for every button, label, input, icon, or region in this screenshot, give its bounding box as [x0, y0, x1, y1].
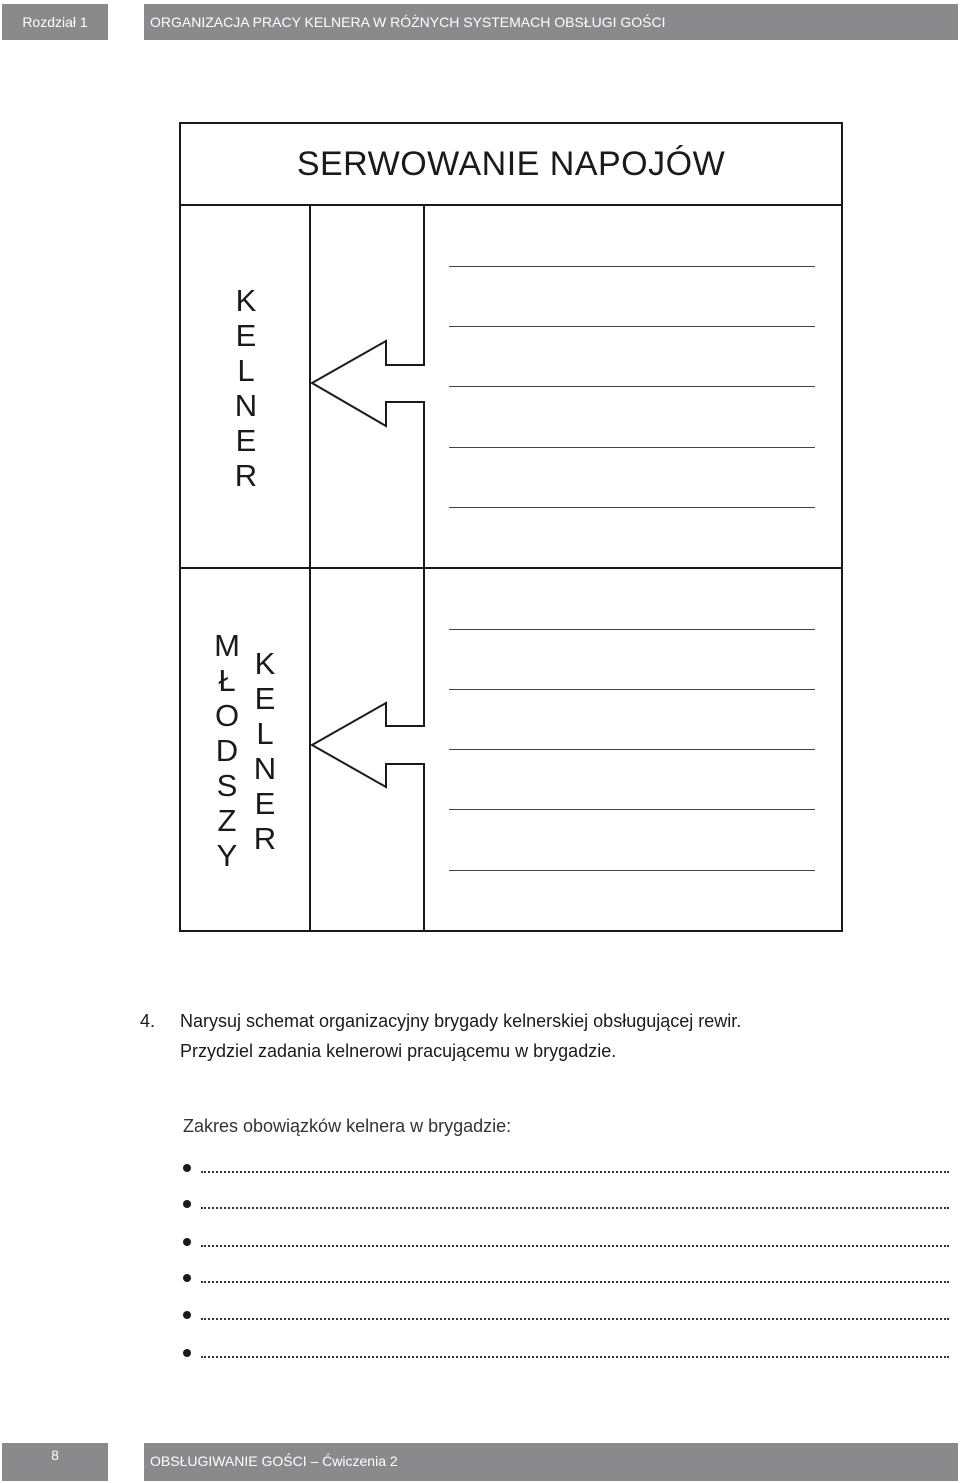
dotted-answer-line[interactable]	[201, 1245, 949, 1247]
letter: L	[237, 353, 255, 388]
letter: Ł	[218, 663, 236, 698]
duty-answer-row[interactable]	[183, 1234, 949, 1254]
role-kelner-junior-label	[245, 646, 285, 856]
dotted-answer-line[interactable]	[201, 1356, 949, 1358]
bullet-icon	[183, 1311, 191, 1319]
bullet-icon	[183, 1274, 191, 1282]
task-number: 4.	[140, 1011, 156, 1031]
letter: Z	[217, 803, 237, 838]
letter: O	[214, 698, 240, 733]
chapter-label: Rozdział 1	[2, 4, 108, 40]
duty-answer-row[interactable]	[183, 1160, 949, 1180]
letter: E	[254, 681, 276, 716]
letter: N	[234, 388, 258, 423]
answer-line[interactable]	[449, 870, 815, 871]
answer-line[interactable]	[449, 266, 815, 267]
answer-line[interactable]	[449, 326, 815, 327]
letter: M	[214, 628, 240, 663]
answer-line[interactable]	[449, 689, 815, 690]
letter: R	[234, 458, 258, 493]
task-line-2: Przydziel zadania kelnerowi pracującemu w brygadzie.	[180, 1041, 617, 1061]
answer-line[interactable]	[449, 507, 815, 508]
role-mlodszy-label	[207, 628, 247, 873]
book-title: OBSŁUGIWANIE GOŚCI – Ćwiczenia 2	[144, 1443, 958, 1481]
role-kelner-label	[226, 283, 266, 493]
dotted-answer-line[interactable]	[201, 1281, 949, 1283]
chapter-title: ORGANIZACJA PRACY KELNERA W RÓŻNYCH SYSTEMACH OBSŁUGI GOŚCI	[144, 4, 958, 40]
bullet-icon	[183, 1238, 191, 1246]
answer-line[interactable]	[449, 629, 815, 630]
letter: Y	[216, 838, 238, 873]
letter: N	[253, 751, 277, 786]
letter: D	[215, 733, 239, 768]
answer-line[interactable]	[449, 447, 815, 448]
task-instructions	[180, 1006, 940, 1066]
duties-heading: Zakres obowiązków kelnera w brygadzie:	[183, 1116, 512, 1136]
task-line-1: Narysuj schemat organizacyjny brygady kelnerskiej obsługującej rewir.	[180, 1011, 742, 1031]
letter: E	[235, 318, 257, 353]
bullet-icon	[183, 1200, 191, 1208]
letter: K	[235, 283, 257, 318]
bullet-icon	[183, 1164, 191, 1172]
duty-answer-row[interactable]	[183, 1307, 949, 1327]
bullet-icon	[183, 1349, 191, 1357]
letter: E	[254, 786, 276, 821]
answer-line[interactable]	[449, 749, 815, 750]
duty-answer-row[interactable]	[183, 1345, 949, 1365]
answer-line[interactable]	[449, 386, 815, 387]
dotted-answer-line[interactable]	[201, 1171, 949, 1173]
dotted-answer-line[interactable]	[201, 1207, 949, 1209]
letter: S	[216, 768, 238, 803]
dotted-answer-line[interactable]	[201, 1318, 949, 1320]
duty-answer-row[interactable]	[183, 1196, 949, 1216]
letter: R	[253, 821, 277, 856]
duty-answer-row[interactable]	[183, 1270, 949, 1290]
arrow-to-kelner	[312, 205, 424, 568]
letter: K	[254, 646, 276, 681]
arrow-to-mlodszy-kelner	[312, 568, 424, 931]
answer-line[interactable]	[449, 809, 815, 810]
diagram-title: SERWOWANIE NAPOJÓW	[296, 145, 726, 183]
letter: L	[256, 716, 274, 751]
letter: E	[235, 423, 257, 458]
page-number: 8	[2, 1443, 108, 1481]
